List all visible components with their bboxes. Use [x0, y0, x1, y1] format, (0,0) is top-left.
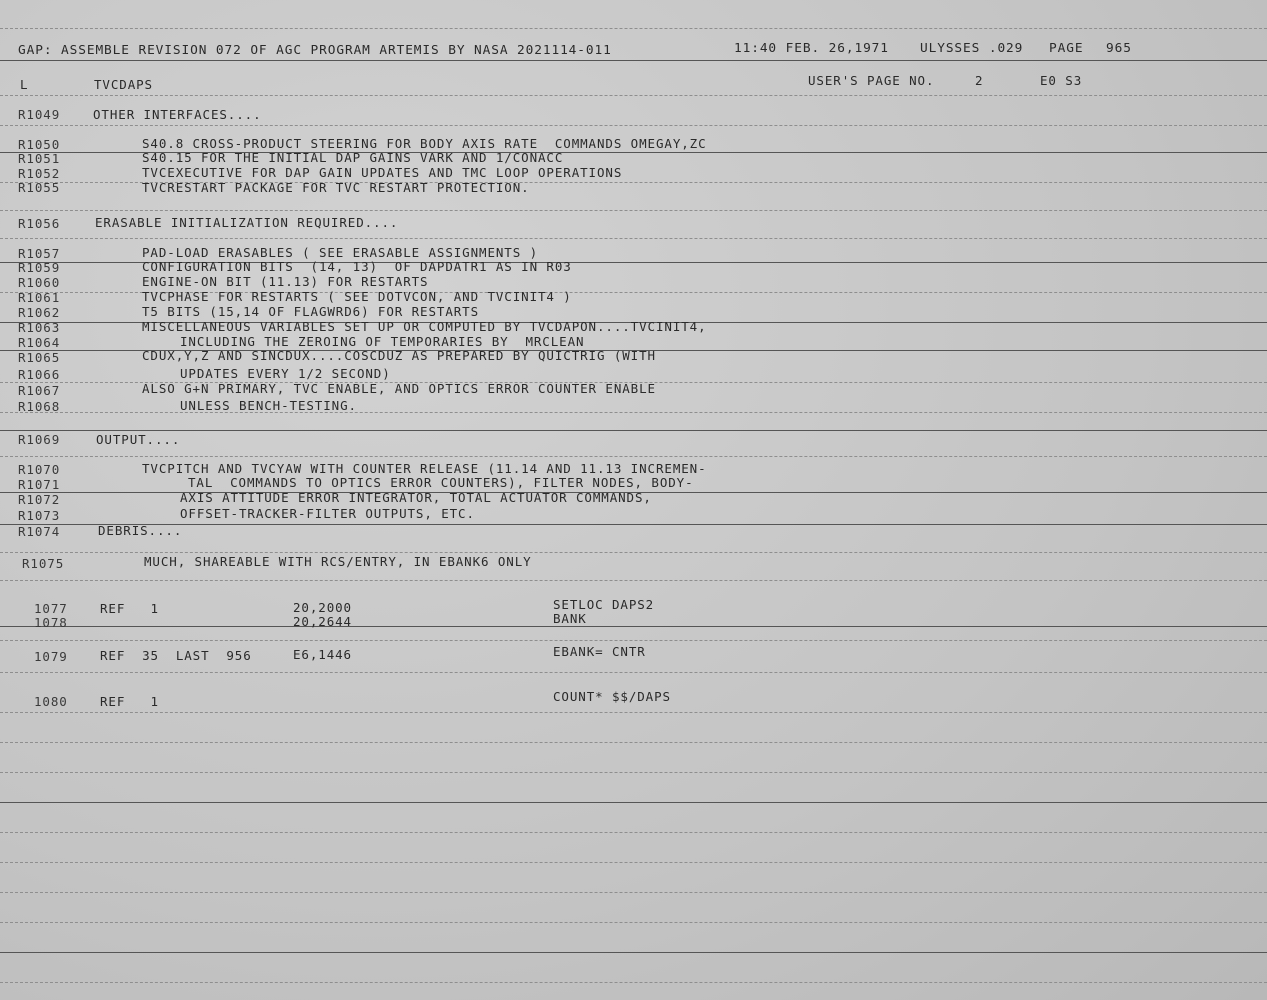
code-instruction: EBANK= CNTR	[553, 644, 646, 659]
line-number: R1059	[18, 260, 61, 275]
code-address: E6,1446	[293, 647, 352, 662]
line-text: TVCEXECUTIVE FOR DAP GAIN UPDATES AND TMC LOOP OPERATIONS	[142, 165, 623, 180]
line-text: S40.8 CROSS-PRODUCT STEERING FOR BODY AXIS RATE COMMANDS OMEGAY,ZC	[142, 136, 707, 151]
line-text: TAL COMMANDS TO OPTICS ERROR COUNTERS), FILTER NODES, BODY-	[188, 475, 694, 490]
form-rule	[0, 60, 1267, 61]
line-number: R1064	[18, 335, 61, 350]
line-text: OUTPUT....	[96, 432, 181, 447]
line-text: UPDATES EVERY 1/2 SECOND)	[180, 366, 391, 381]
line-number: R1067	[18, 383, 61, 398]
form-rule	[0, 95, 1267, 96]
line-number: R1073	[18, 508, 61, 523]
form-rule	[0, 640, 1267, 641]
line-number: R1070	[18, 462, 61, 477]
line-number: R1072	[18, 492, 61, 507]
form-rule	[0, 772, 1267, 773]
line-number: R1060	[18, 275, 61, 290]
form-rule	[0, 952, 1267, 953]
line-number: R1063	[18, 320, 61, 335]
form-rule	[0, 552, 1267, 553]
line-number: R1050	[18, 137, 61, 152]
code-address: 20,2000	[293, 600, 352, 615]
code-ref: REF 35 LAST 956	[100, 648, 252, 663]
code-line-number: 1078	[34, 615, 68, 630]
line-number: R1071	[18, 477, 61, 492]
line-text: T5 BITS (15,14 OF FLAGWRD6) FOR RESTARTS	[142, 304, 480, 319]
line-text: CONFIGURATION BITS (14, 13) OF DAPDATR1 AS IN R03	[142, 259, 572, 274]
header-code: E0 S3	[1040, 73, 1083, 88]
line-text: TVCPHASE FOR RESTARTS ( SEE DOTVCON, AND TVCINIT4 )	[142, 289, 572, 304]
form-rule	[0, 626, 1267, 627]
line-text: ENGINE-ON BIT (11.13) FOR RESTARTS	[142, 274, 429, 289]
user-page-number: 2	[975, 73, 984, 88]
line-number: R1056	[18, 216, 61, 231]
form-rule	[0, 742, 1267, 743]
code-line-number: 1077	[34, 601, 68, 616]
code-line-number: 1079	[34, 649, 68, 664]
line-number: R1069	[18, 432, 61, 447]
line-text: UNLESS BENCH-TESTING.	[180, 398, 357, 413]
header-timestamp: 11:40 FEB. 26,1971	[734, 41, 889, 56]
form-rule	[0, 125, 1267, 126]
form-rule	[0, 524, 1267, 525]
line-number: R1065	[18, 350, 61, 365]
header-page-label: PAGE	[1049, 41, 1084, 56]
log-section-name: TVCDAPS	[94, 77, 153, 92]
form-rule	[0, 456, 1267, 457]
line-number: R1057	[18, 246, 61, 261]
line-text: OFFSET-TRACKER-FILTER OUTPUTS, ETC.	[180, 506, 475, 521]
form-rule	[0, 862, 1267, 863]
user-page-label: USER'S PAGE NO.	[808, 73, 935, 88]
line-number: R1061	[18, 290, 61, 305]
line-text: OTHER INTERFACES....	[93, 107, 262, 122]
form-rule	[0, 892, 1267, 893]
code-ref: REF 1	[100, 601, 159, 616]
line-text: MISCELLANEOUS VARIABLES SET UP OR COMPUTED BY TVCDAPON....TVCINIT4,	[142, 319, 707, 334]
form-rule	[0, 28, 1267, 29]
line-text: TVCPITCH AND TVCYAW WITH COUNTER RELEASE (11.14 AND 11.13 INCREMEN-	[142, 461, 707, 476]
form-rule	[0, 430, 1267, 431]
line-text: MUCH, SHAREABLE WITH RCS/ENTRY, IN EBANK6 ONLY	[144, 554, 532, 569]
form-rule	[0, 238, 1267, 239]
line-text: PAD-LOAD ERASABLES ( SEE ERASABLE ASSIGNMENTS )	[142, 245, 539, 260]
code-instruction: BANK	[553, 611, 587, 626]
line-number: R1055	[18, 180, 61, 195]
line-text: CDUX,Y,Z AND SINCDUX....COSCDUZ AS PREPARED BY QUICTRIG (WITH	[142, 348, 656, 363]
line-number: R1075	[22, 556, 65, 571]
form-rule	[0, 712, 1267, 713]
line-text: S40.15 FOR THE INITIAL DAP GAINS VARK AND 1/CONACC	[142, 150, 564, 165]
code-ref: REF 1	[100, 694, 159, 709]
code-instruction: SETLOC DAPS2	[553, 597, 655, 612]
line-number: R1051	[18, 151, 61, 166]
line-number: R1062	[18, 305, 61, 320]
line-text: AXIS ATTITUDE ERROR INTEGRATOR, TOTAL ACTUATOR COMMANDS,	[180, 490, 652, 505]
code-line-number: 1080	[34, 694, 68, 709]
form-rule	[0, 922, 1267, 923]
line-number: R1052	[18, 166, 61, 181]
form-rule	[0, 672, 1267, 673]
form-rule	[0, 832, 1267, 833]
header-system: ULYSSES .029	[920, 41, 1024, 56]
code-instruction: COUNT* $$/DAPS	[553, 689, 671, 704]
line-number: R1066	[18, 367, 61, 382]
line-number: R1074	[18, 524, 61, 539]
header-page-number: 965	[1106, 41, 1132, 56]
column-l: L	[20, 77, 29, 92]
line-number: R1049	[18, 107, 61, 122]
line-text: ALSO G+N PRIMARY, TVC ENABLE, AND OPTICS ERROR COUNTER ENABLE	[142, 381, 656, 396]
code-address: 20,2644	[293, 614, 352, 629]
form-rule	[0, 802, 1267, 803]
form-rule	[0, 580, 1267, 581]
form-rule	[0, 982, 1267, 983]
line-text: INCLUDING THE ZEROING OF TEMPORARIES BY MRCLEAN	[180, 334, 585, 349]
line-text: DEBRIS....	[98, 523, 183, 538]
line-number: R1068	[18, 399, 61, 414]
form-rule	[0, 210, 1267, 211]
line-text: TVCRESTART PACKAGE FOR TVC RESTART PROTECTION.	[142, 180, 530, 195]
line-text: ERASABLE INITIALIZATION REQUIRED....	[95, 215, 399, 230]
header-title: GAP: ASSEMBLE REVISION 072 OF AGC PROGRAM ARTEMIS BY NASA 2021114-011	[18, 43, 612, 58]
